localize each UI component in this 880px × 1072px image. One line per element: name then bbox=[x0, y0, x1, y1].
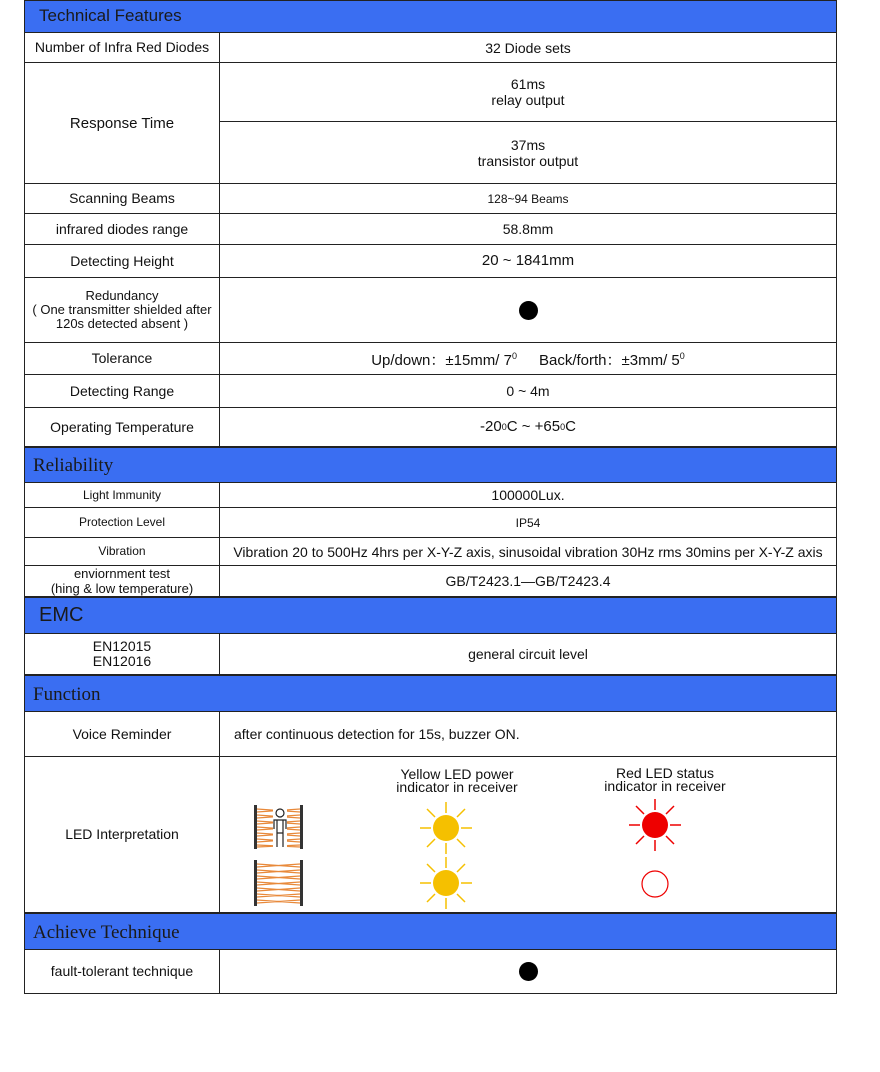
tolerance-backforth: Back/forth：±3mm/ $5^0$ bbox=[539, 351, 685, 369]
light-curtain-clear-icon bbox=[253, 858, 305, 908]
yellow-led-on-icon bbox=[419, 801, 473, 855]
row-value: IP54 bbox=[515, 515, 541, 530]
transistor-text: transistor output bbox=[477, 152, 579, 169]
row-label: Number of Infra Red Diodes bbox=[25, 33, 220, 62]
row-value: after continuous detection for 15s, buzzer ON. bbox=[234, 726, 520, 742]
table-row bbox=[24, 950, 837, 994]
table-row bbox=[24, 712, 837, 757]
row-label: Response Time bbox=[25, 63, 220, 183]
table-row bbox=[24, 343, 837, 375]
section-title: Function bbox=[33, 684, 101, 705]
yellow-led-caption: Yellow LED power indicator in receiver bbox=[396, 766, 518, 795]
red-led-caption: Red LED status indicator in receiver bbox=[604, 765, 726, 794]
row-value bbox=[220, 950, 836, 993]
row-value bbox=[220, 343, 836, 374]
row-value: -20 0 C ~ +65 0 C bbox=[480, 418, 576, 435]
table-row bbox=[24, 508, 837, 538]
bullet-dot-icon bbox=[519, 962, 538, 981]
row-value: 32 Diode sets bbox=[485, 39, 571, 56]
red-led-off-icon bbox=[639, 868, 671, 900]
row-label: Detecting Height bbox=[25, 245, 220, 277]
table-row bbox=[24, 214, 837, 245]
table-row bbox=[24, 408, 837, 447]
transistor-time: 37ms bbox=[510, 136, 546, 153]
redundancy-note: 120s detected absent ) bbox=[55, 316, 189, 331]
section-header-emc bbox=[24, 597, 837, 634]
table-row bbox=[24, 538, 837, 566]
row-value: 58.8mm bbox=[502, 221, 554, 237]
table-row bbox=[24, 278, 837, 343]
table-row bbox=[24, 33, 837, 63]
tolerance-updown: Up/down：±15mm/ $7^0$ bbox=[371, 351, 517, 369]
yellow-led-on-icon bbox=[419, 856, 473, 910]
section-header-technical bbox=[24, 0, 837, 33]
redundancy-note: ( One transmitter shielded after bbox=[32, 302, 212, 317]
row-label: Voice Reminder bbox=[25, 712, 220, 756]
row-value: 128~94 Beams bbox=[487, 191, 569, 206]
section-title: Reliability bbox=[33, 455, 114, 476]
row-label: Protection Level bbox=[25, 508, 220, 537]
bullet-dot-icon bbox=[519, 301, 538, 320]
row-label: Light Immunity bbox=[25, 483, 220, 507]
table-row bbox=[24, 566, 837, 597]
red-led-on-icon bbox=[628, 798, 682, 852]
relay-text: relay output bbox=[491, 92, 565, 108]
table-row bbox=[24, 63, 837, 184]
table-row bbox=[24, 757, 837, 913]
section-header-function bbox=[24, 675, 837, 712]
table-row bbox=[24, 483, 837, 508]
transistor-output-cell bbox=[220, 122, 836, 183]
row-value: Vibration 20 to 500Hz 4hrs per X-Y-Z axis, sinusoidal vibration 30Hz rms 30mins per X-Y-Z axis bbox=[233, 543, 823, 560]
table-row bbox=[24, 245, 837, 278]
section-title: Achieve Technique bbox=[33, 922, 180, 943]
row-label: EN12015 EN12016 bbox=[25, 634, 220, 674]
row-value: 100000Lux. bbox=[491, 487, 565, 503]
row-label: Tolerance bbox=[25, 343, 220, 374]
row-value: 0 ~ 4m bbox=[506, 383, 550, 399]
table-row bbox=[24, 634, 837, 675]
row-label: Scanning Beams bbox=[25, 184, 220, 213]
row-value: GB/T2423.1—GB/T2423.4 bbox=[445, 573, 611, 589]
row-label: Vibration bbox=[25, 538, 220, 565]
redundancy-title: Redundancy bbox=[85, 288, 159, 303]
light-curtain-blocked-icon bbox=[253, 803, 305, 851]
row-label: infrared diodes range bbox=[25, 214, 220, 244]
table-row bbox=[24, 375, 837, 408]
section-title: Technical Features bbox=[39, 6, 182, 25]
row-label: LED Interpretation bbox=[25, 757, 220, 912]
row-value: 20 ~ 1841mm bbox=[481, 252, 575, 269]
section-header-achieve bbox=[24, 913, 837, 950]
row-value: general circuit level bbox=[468, 646, 588, 662]
table-row bbox=[24, 184, 837, 214]
section-header-reliability bbox=[24, 447, 837, 483]
row-label bbox=[25, 278, 220, 342]
row-label: enviornment test (hing & low temperature) bbox=[25, 566, 220, 596]
row-label: Operating Temperature bbox=[25, 408, 220, 446]
row-label: fault-tolerant technique bbox=[25, 950, 220, 993]
relay-output-cell bbox=[220, 63, 836, 122]
row-label: Detecting Range bbox=[25, 375, 220, 407]
section-title: EMC bbox=[39, 604, 84, 626]
relay-time: 61ms bbox=[510, 76, 546, 92]
row-value bbox=[220, 278, 836, 342]
